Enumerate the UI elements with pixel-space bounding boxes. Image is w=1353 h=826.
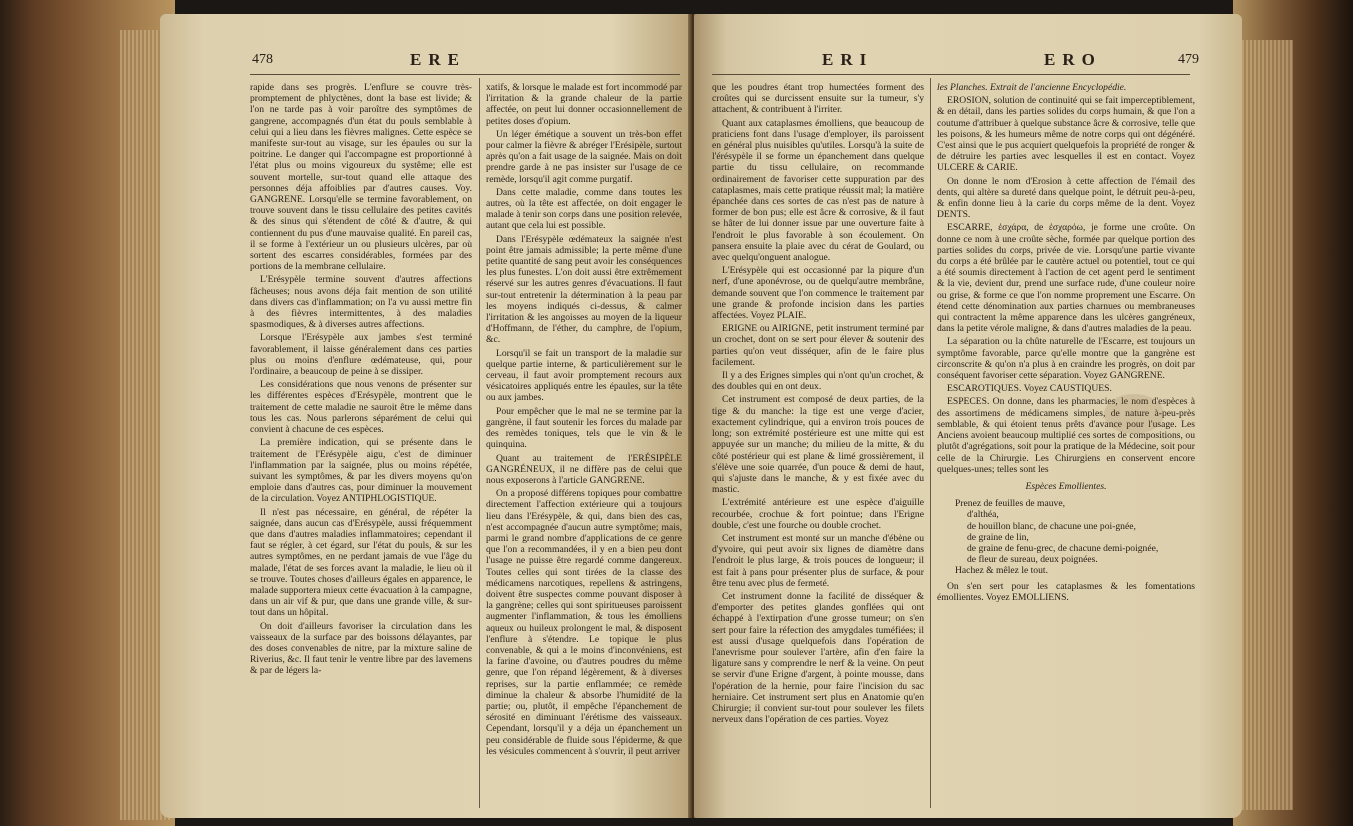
paragraph: Lorsqu'il se fait un transport de la maladie sur quelque partie interne, & particulièrement sur le cerveau, il faut avoir promptement recours aux vésicatoires appliqués entre les épaules, sur la tête ou aux jambes.	[486, 347, 682, 404]
paragraph: ESPECES. On donne, dans les pharmacies, le nom d'espèces à des assortimens de médicamens simples, de nature à-peu-près semblable, & qui étoient tenus prêts d'avance pour l'usage. Les Anciens avoient beaucoup multiplié ces sortes de compositions, ou plutôt d'agrégations, soit pour la pratique de la Médecine, soit pour celle de la Chirurgie. Les Chirurgiens en conservent encore quelques-unes; telles sont les	[937, 396, 1195, 475]
paragraph: ERIGNE ou AIRIGNE, petit instrument terminé par un crochet, dont on se sert pour élever & soutenir des parties qu'on veut disséquer, afin de le faire plus facilement.	[712, 323, 924, 368]
column-divider	[930, 78, 931, 808]
page-stain	[1104, 394, 1164, 434]
right-page-column-2	[937, 82, 1195, 808]
paragraph: Il y a des Erignes simples qui n'ont qu'un crochet, & des doubles qui en ont deux.	[712, 370, 924, 393]
left-page-column-1	[250, 82, 472, 808]
right-page-number: 479	[1178, 52, 1199, 67]
recipe-line: de fleur de sureau, deux poignées.	[967, 554, 1098, 566]
right-page	[694, 14, 1242, 818]
paragraph: Un léger émétique a souvent un très-bon effet pour calmer la fièvre & abréger l'Erésipèle, surtout après qu'on a fait usage de la saignée. Mais on doit prendre garde à ne pas insister sur l'usage de ce remède, lorsqu'il agit comme purgatif.	[486, 128, 682, 185]
recipe-list	[955, 498, 1195, 576]
paragraph: L'Erésypèle termine souvent d'autres affections fâcheuses; nous avons déja fait mention de son utilité dans divers cas d'inflammation; on l'a vu aussi mettre fin à des fièvres intermittentes, à des maladies spasmodiques, & à diverses autres affections.	[250, 274, 472, 331]
paragraph: Il n'est pas nécessaire, en général, de répéter la saignée, dans aucun cas d'Erésypèle, aussi fréquemment que dans d'autres maladies inflammatoires; cependant il faut se régler, à cet égard, sur l'état du pouls, & sur les autres symptômes, en ne perdant jamais de vue l'âge du malade, l'état de ses forces avant la maladie, le lieu où il se trouve. Toutes choses d'ailleurs égales en apparence, le malade supportera mieux cette évacuation à la campagne, dans un air vif & pur, que dans une grande ville, & sur-tout dans un hôpital.	[250, 506, 472, 619]
paragraph: Quant aux cataplasmes émolliens, que beaucoup de praticiens font dans l'usage d'employer, ils paroissent en général plus nuisibles qu'utiles. Lorsqu'à la suite de l'érésypèle il se forme un épanchement dans quelque partie du tissu cellulaire, on recommande ordinairement de favoriser cette suppuration par des cataplasmes, mais cette pratique réussit mal; la matière épanchée dans ces sortes de cas n'est pas de nature à former de bon pus; elle est âcre & corrosive, & il faut se hâter de lui donner issue par une ouverture faite à l'endroit le plus favorable à son écoulement. On pansera ensuite la plaie avec du cérat de Goulard, ou avec quelqu'onguent analogue.	[712, 117, 924, 264]
paragraph: que les poudres étant trop humectées forment des croûtes qui se durcissent ensuite sur la tumeur, s'y attachent, & contribuent à l'irriter.	[712, 82, 924, 116]
paragraph: Cet instrument est monté sur un manche d'ébène ou d'yvoire, qui peut avoir six lignes de diamètre dans l'endroit le plus large, & trois pouces de longueur; il est fait à pans pour présenter plus de surface, & pour être tenu avec plus de fermeté.	[712, 532, 924, 589]
paragraph: Cet instrument est composé de deux parties, de la tige & du manche: la tige est une verge d'acier, exactement cylindrique, qui a environ trois pouces de long; son extrémité postérieure est une mitte qui est appuyée sur un manche; du milieu de la mitte, & du côté postérieur qui est plane & limé grossièrement, il s'élève une soie quarrée, d'un pouce & demi de haut, qui s'ajuste dans le manche, & y est fixée avec du mastic.	[712, 394, 924, 496]
paragraph: On donne le nom d'Erosion à cette affection de l'émail des dents, qui altère sa dureté dans quelque point, le détruit peu-à-peu, & enfin donne lieu à la carie du corps même de la dent. Voyez DENTS.	[937, 175, 1195, 221]
paragraph: L'Erésypèle qui est occasionné par la piqure d'un nerf, d'une aponévrose, ou de quelqu'autre membrâne, demande souvent que l'on commence le traitement par une grande & profonde incision dans les parties affectées. Voyez PLAIE.	[712, 265, 924, 322]
right-page-header-right: ERO	[1044, 50, 1102, 69]
paragraph: La première indication, qui se présente dans le traitement de l'Erésypèle aigu, c'est de diminuer l'inflammation par la saignée, plus ou moins répétée, suivant les symptômes, & par les divers moyens qu'on emploie dans d'autres cas, pour diminuer la mouvement de la circulation. Voyez ANTIPHLOGISTIQUE.	[250, 437, 472, 505]
paragraph: les Planches. Extrait de l'ancienne Encyclopédie.	[937, 82, 1127, 93]
paragraph: Les considérations que nous venons de présenter sur les différentes espèces d'Erésypèle, montrent que le traitement de cette maladie ne sauroit être le même dans tous les cas. Nous parlerons séparément de celui qui convient à chacune de ces espèces.	[250, 379, 472, 436]
left-page	[160, 14, 690, 818]
paragraph: rapide dans ses progrès. L'enflure se couvre très-promptement de phlyctènes, dont la base est livide; & l'on ne tarde pas à voir paroître des symptômes de gangrene, accompagnés d'un état du pouls semblable à celui qui a lieu dans les fièvres malignes. Cette espèce se manifeste sur-tout au visage, sur les épaules ou sur la poitrine. Le danger qui l'accompagne est proportionné à l'état plus ou moins vigoureux du systême; elle est souvent mortelle, sur-tout quand elle attaque des personnes déja affoiblies par d'autres causes. Voy. GANGRENE. Lorsqu'elle se termine favorablement, on trouve souvent dans le tissu cellulaire des petites cavités & des sinus qui s'étendent de côté & d'autre, & qui contiennent du pus d'une mauvaise qualité. En pareil cas, il se forme à l'extérieur un ou plusieurs ulcères, par où sortent des escarres considérables, formées par des portions de la membrane cellulaire.	[250, 82, 472, 273]
right-page-column-1	[712, 82, 924, 808]
recipe-line: Hachez & mêlez le tout.	[955, 565, 1048, 577]
paragraph: Cet instrument donne la facilité de disséquer & d'emporter des petites glandes gonflées qui ont échappé à l'extirpation d'une grosse tumeur; on s'en sert pour faire la réfection des amygdales tuméfiées; il est aussi d'usage quelquefois dans l'opération de l'anevrisme pour soulever l'artère, afin d'en faire la ligature sans y comprendre le nerf & la veine. On peut se servir d'une Erigne d'argent, à pointe mousse, dans l'opération de la hernie, pour faire l'incision du sac herniaire. Cet instrument sert plus en Anatomie qu'en Chirurgie; il convient sur-tout pour soulever les filets nerveux dans l'opération de ces parties. Voyez	[712, 590, 924, 726]
paragraph: On doit d'ailleurs favoriser la circulation dans les vaisseaux de la surface par des boissons délayantes, par des doses convenables de nitre, par la mixture saline de Riverius, &c. Il faut tenir le ventre libre par des lavemens & par de légers la-	[250, 620, 472, 677]
recipe-line: Prenez de feuilles de mauve,	[955, 498, 1066, 510]
header-rule	[712, 74, 1190, 75]
recipe-line: de houillon blanc, de chacune une poi-gnée,	[967, 520, 1136, 532]
right-book-edge	[1233, 0, 1353, 826]
right-page-header-left: ERI	[822, 50, 874, 69]
recipe-line: d'althéa,	[967, 509, 999, 521]
paragraph: ESCARRE, ἐσχάρα, de ἐσχαρόω, je forme une croûte. On donne ce nom à une croûte sèche, formée par quelque portion des parties solides du corps, privée de vie. Lorsqu'une partie vivante du corps a été brûlée par le cautère actuel ou potentiel, tout ce qui a été soumis directement à l'action de cet agent perd le sentiment & la vie, devient dur, prend une surface rude, d'une couleur noire ou grise, & forme ce que l'on nomme proprement une Escarre. On étend cette dénomination aux parties charnues ou membraneuses qui contractent la même apparence dans les ulcères gangréneux, dans la petite vérole maligne, & dans d'autres maladies de la peau.	[937, 222, 1195, 335]
left-page-header: ERE	[410, 50, 466, 69]
paragraph: Dans cette maladie, comme dans toutes les autres, où la tête est affectée, on doit engager le malade à tenir son corps dans une position relevée, autant que cela lui est possible.	[486, 186, 682, 232]
paragraph: On a proposé différens topiques pour combattre directement l'affection extérieure qui a toujours lieu dans l'Erésypèle, & qui, dans bien des cas, n'est accompagnée d'aucun autre symptôme; mais, parmi le grand nombre d'applications de ce genre que l'on a recommandées, il y en a bien peu dont l'usage ne puisse être regardé comme dangereux. Toutes celles qui sont tirées de la classe des médicamens narcotiques, repellens & astringens, doivent être suspectes comme pouvant disposer à la gangrène; celles qui sont spiritueuses paroissent augmenter l'inflammation, & tous les émolliens aqueux ou huileux prolongent le mal, & disposent l'enflure à s'étendre. Le topique le plus convenable, & qui a le moins d'inconvéniens, est la farine d'avoine, ou d'autres poudres du même genre, que l'on répand légèrement, & à diverses reprises, sur la partie enflammée; ce remède diminue la chaleur & absorbe l'humidité de la partie; ou, plutôt, il empêche l'épanchement de sérosité en diminuant l'érétisme des vaisseaux. Cependant, lorsqu'il y a déja un épanchement un peu considérable de fluide sous l'épiderme, & que les vésicules commencent à s'ouvrir, il peut arriver	[486, 488, 682, 757]
paragraph: ESCAROTIQUES. Voyez CAUSTIQUES.	[947, 383, 1112, 395]
paragraph: Quant au traitement de l'ERÉSIPÈLE GANGRÉNEUX, il ne diffère pas de celui que nous exposerons à l'article GANGRENE.	[486, 452, 682, 486]
recipe-line: de graine de lin,	[967, 531, 1029, 543]
paragraph: On s'en sert pour les cataplasmes & les fomentations émollientes. Voyez EMOLLIENS.	[937, 580, 1195, 603]
left-page-column-2	[486, 82, 682, 808]
left-page-number: 478	[252, 52, 273, 67]
paragraph: L'extrémité antérieure est une espèce d'aiguille recourbée, crochue & fort pointue; dans l'Erigne double, c'est une fourche ou double crochet.	[712, 497, 924, 531]
column-divider	[479, 78, 480, 808]
paragraph: Pour empêcher que le mal ne se termine par la gangrène, il faut soutenir les forces du malade par des remèdes toniques, tels que le vin & le quinquina.	[486, 405, 682, 451]
paragraph: La séparation ou la chûte naturelle de l'Escarre, est toujours un symptôme favorable, parce qu'elle montre que la gangrène est circonscrite & qu'on n'a plus à en craindre les progrès, on doit par conséquent favoriser cette séparation. Voyez GANGRENE.	[937, 336, 1195, 382]
recipe-title: Espèces Emollientes.	[1025, 480, 1107, 492]
left-book-edge	[0, 0, 175, 826]
paragraph: Dans l'Erésypèle œdémateux la saignée n'est point être jamais admissible; la perte même d'une petite quantité de sang peut avoir les conséquences les plus funestes. L'on doit aussi être extrêmement réservé sur les autres genres d'évacuations. Il faut sur-tout entretenir la détermination à la peau par les moyens indiqués ci-dessus, & calmer l'irritation & les angoisses au moyen de la liqueur d'Hoffmann, de l'éther, du camphre, de l'opium, &c.	[486, 233, 682, 346]
paragraph: xatifs, & lorsque le malade est fort incommodé par l'irritation & la grande chaleur de la partie affectée, on peut lui donner occasionnellement de petites doses d'opium.	[486, 82, 682, 127]
recipe-line: de graine de fenu-grec, de chacune demi-poignée,	[967, 542, 1159, 554]
paragraph: EROSION, solution de continuité qui se fait imperceptiblement, & en détail, dans les parties solides du corps humain, & que l'on a coutume d'attribuer à quelque substance âcre & corrosive, telle que les poisons, & les humeurs même de notre corps qui ont dégénéré. C'est ainsi que le pus acquiert quelquefois la propriété de ronger & de détruire les parties avec lesquelles il est en contact. Voyez ULCERE & CARIE.	[937, 95, 1195, 174]
paragraph: Lorsque l'Erésypèle aux jambes s'est terminé favorablement, il laisse généralement dans ces parties plus ou moins d'enflure œdémateuse, qui, pour l'ordinaire, a beaucoup de peine à se dissiper.	[250, 332, 472, 378]
header-rule	[250, 74, 680, 75]
